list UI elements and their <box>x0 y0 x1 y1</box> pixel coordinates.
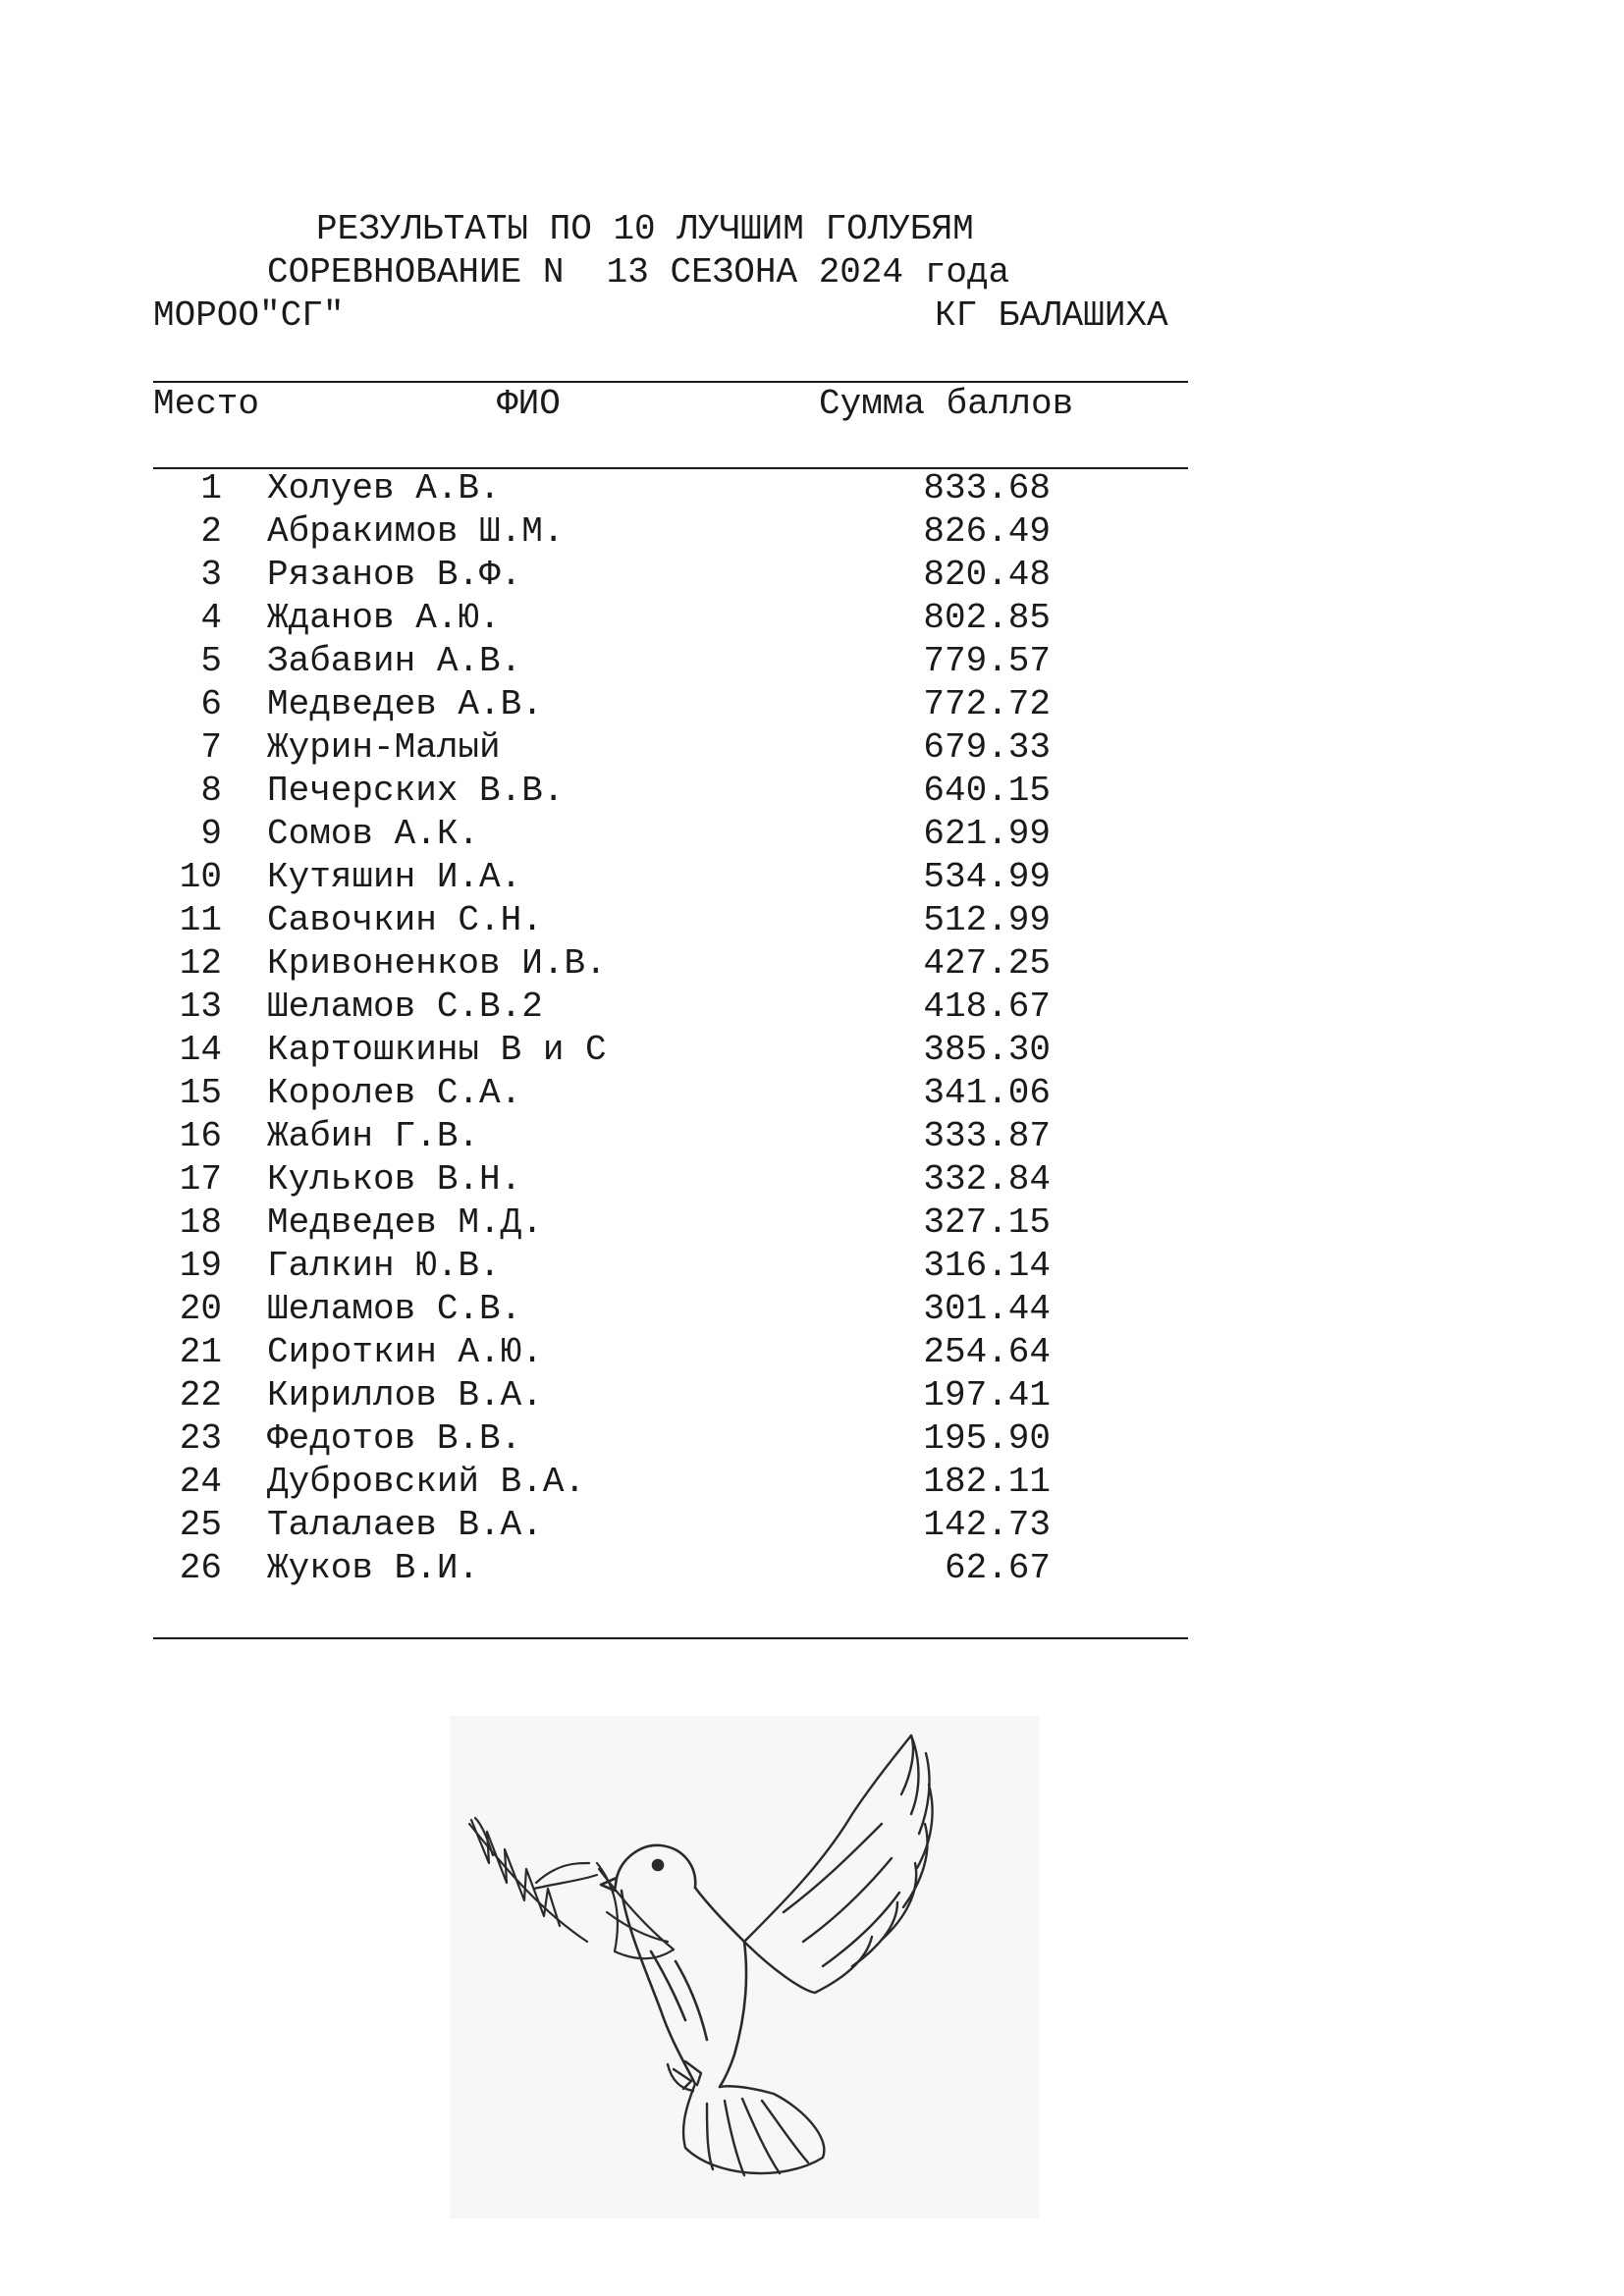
row-score: 833.68 <box>923 468 1051 508</box>
row-name: Холуев А.В. <box>267 468 501 508</box>
row-place: 24 <box>179 1462 222 1502</box>
club-name: КГ БАЛАШИХА <box>935 295 1168 336</box>
row-name: Забавин А.В. <box>267 641 522 681</box>
row-place: 3 <box>200 555 222 595</box>
row-score: 316.14 <box>923 1246 1051 1286</box>
competition-subtitle: СОРЕВНОВАНИЕ N 13 СЕЗОНА 2024 года <box>267 252 1010 293</box>
row-name: Медведев А.В. <box>267 684 543 724</box>
table-row <box>0 1115 1624 1158</box>
table-row <box>0 1417 1624 1461</box>
table-row <box>0 1288 1624 1331</box>
row-score: 254.64 <box>923 1332 1051 1372</box>
row-score: 197.41 <box>923 1375 1051 1415</box>
row-score: 142.73 <box>923 1505 1051 1545</box>
row-place: 11 <box>179 900 222 940</box>
row-name: Кутяшин И.А. <box>267 857 522 897</box>
row-name: Галкин Ю.В. <box>267 1246 501 1286</box>
row-score: 512.99 <box>923 900 1051 940</box>
table-row <box>0 1461 1624 1504</box>
row-score: 826.49 <box>923 511 1051 552</box>
table-row <box>0 1504 1624 1547</box>
row-place: 4 <box>200 598 222 638</box>
table-row <box>0 683 1624 726</box>
row-place: 18 <box>179 1202 222 1243</box>
row-name: Королев С.А. <box>267 1073 522 1113</box>
row-place: 20 <box>179 1289 222 1329</box>
row-score: 327.15 <box>923 1202 1051 1243</box>
row-score: 182.11 <box>923 1462 1051 1502</box>
row-name: Медведев М.Д. <box>267 1202 543 1243</box>
table-row <box>0 640 1624 683</box>
row-place: 5 <box>200 641 222 681</box>
row-score: 301.44 <box>923 1289 1051 1329</box>
row-name: Шеламов С.В.2 <box>267 987 543 1027</box>
row-score: 333.87 <box>923 1116 1051 1156</box>
organization-name: МОРОО"СГ" <box>153 295 345 336</box>
row-score: 341.06 <box>923 1073 1051 1113</box>
row-name: Абракимов Ш.М. <box>267 511 565 552</box>
row-score: 679.33 <box>923 727 1051 768</box>
row-place: 15 <box>179 1073 222 1113</box>
column-header-place: Место <box>153 384 260 424</box>
row-score: 418.67 <box>923 987 1051 1027</box>
row-score: 640.15 <box>923 771 1051 811</box>
row-score: 62.67 <box>944 1548 1051 1588</box>
table-row <box>0 1547 1624 1590</box>
column-header-name: ФИО <box>497 384 561 424</box>
row-name: Федотов В.В. <box>267 1418 522 1459</box>
row-name: Сироткин А.Ю. <box>267 1332 543 1372</box>
row-name: Жабин Г.В. <box>267 1116 480 1156</box>
table-row <box>0 1374 1624 1417</box>
row-name: Савочкин С.Н. <box>267 900 543 940</box>
row-name: Шеламов С.В. <box>267 1289 522 1329</box>
row-score: 779.57 <box>923 641 1051 681</box>
table-row <box>0 726 1624 770</box>
row-name: Печерских В.В. <box>267 771 565 811</box>
row-place: 17 <box>179 1159 222 1200</box>
row-name: Кульков В.Н. <box>267 1159 522 1200</box>
table-row <box>0 1331 1624 1374</box>
row-place: 19 <box>179 1246 222 1286</box>
row-place: 9 <box>200 814 222 854</box>
column-header-score: Сумма баллов <box>819 384 1074 424</box>
row-place: 14 <box>179 1030 222 1070</box>
row-place: 23 <box>179 1418 222 1459</box>
row-score: 820.48 <box>923 555 1051 595</box>
row-score: 385.30 <box>923 1030 1051 1070</box>
row-name: Сомов А.К. <box>267 814 480 854</box>
row-score: 621.99 <box>923 814 1051 854</box>
table-row <box>0 467 1624 510</box>
row-place: 21 <box>179 1332 222 1372</box>
table-row <box>0 1029 1624 1072</box>
table-row <box>0 942 1624 986</box>
row-place: 22 <box>179 1375 222 1415</box>
row-place: 25 <box>179 1505 222 1545</box>
row-score: 802.85 <box>923 598 1051 638</box>
table-row <box>0 856 1624 899</box>
table-row <box>0 1245 1624 1288</box>
row-score: 534.99 <box>923 857 1051 897</box>
row-name: Кириллов В.А. <box>267 1375 543 1415</box>
table-bottom-rule <box>153 1637 1188 1639</box>
table-row <box>0 597 1624 640</box>
report-title: РЕЗУЛЬТАТЫ ПО 10 ЛУЧШИМ ГОЛУБЯМ <box>316 209 974 249</box>
row-place: 2 <box>200 511 222 552</box>
table-row <box>0 813 1624 856</box>
row-place: 6 <box>200 684 222 724</box>
row-place: 10 <box>179 857 222 897</box>
table-row <box>0 510 1624 554</box>
row-name: Картошкины В и С <box>267 1030 607 1070</box>
row-score: 195.90 <box>923 1418 1051 1459</box>
row-place: 1 <box>200 468 222 508</box>
row-name: Кривоненков И.В. <box>267 943 607 984</box>
row-name: Жуков В.И. <box>267 1548 480 1588</box>
table-row <box>0 1201 1624 1245</box>
row-place: 13 <box>179 987 222 1027</box>
table-row <box>0 554 1624 597</box>
row-place: 26 <box>179 1548 222 1588</box>
row-name: Талалаев В.А. <box>267 1505 543 1545</box>
table-row <box>0 986 1624 1029</box>
row-score: 772.72 <box>923 684 1051 724</box>
table-row <box>0 899 1624 942</box>
row-place: 8 <box>200 771 222 811</box>
dove-with-branch-icon <box>450 1716 1039 2218</box>
row-place: 12 <box>179 943 222 984</box>
row-name: Дубровский В.А. <box>267 1462 586 1502</box>
row-name: Журин-Малый <box>267 727 501 768</box>
row-score: 427.25 <box>923 943 1051 984</box>
row-name: Жданов А.Ю. <box>267 598 501 638</box>
row-place: 16 <box>179 1116 222 1156</box>
row-score: 332.84 <box>923 1159 1051 1200</box>
table-row <box>0 1158 1624 1201</box>
table-row <box>0 770 1624 813</box>
table-row <box>0 1072 1624 1115</box>
row-name: Рязанов В.Ф. <box>267 555 522 595</box>
row-place: 7 <box>200 727 222 768</box>
